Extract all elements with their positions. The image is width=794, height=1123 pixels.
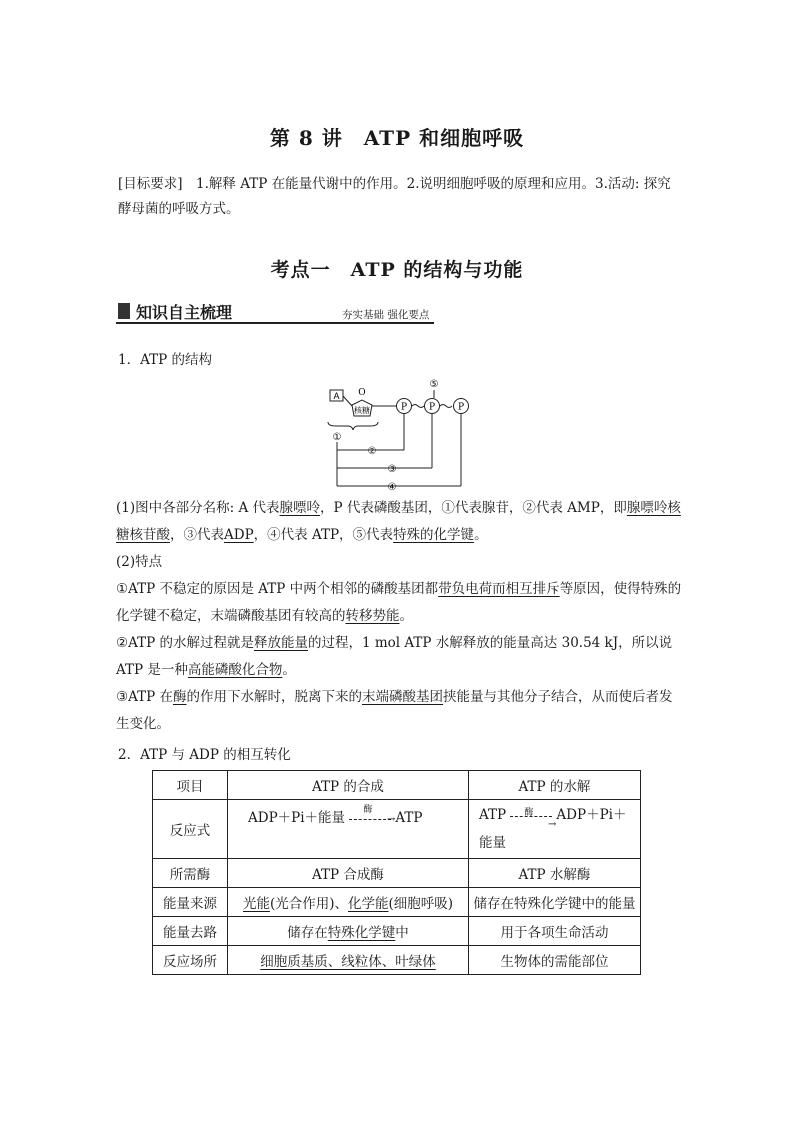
- label-4: ④: [387, 482, 397, 492]
- table-header-cell: 项目: [153, 771, 228, 800]
- text: 挟能量与其他分子结合，从而使后者发生变化。: [116, 689, 673, 732]
- row-label: 能量来源: [153, 888, 228, 917]
- answer-release-energy: 释放能量: [254, 635, 308, 651]
- row-label: 所需酶: [153, 859, 228, 888]
- answer-negative-charge: 带负电荷而相互排斥: [438, 581, 560, 597]
- bond-a-sugar: [343, 396, 352, 406]
- heading-atp-structure: 1．ATP 的结构: [118, 352, 212, 368]
- text: (1)图中各部分名称: A 代表: [116, 500, 280, 516]
- feature-1-paragraph: [116, 576, 682, 630]
- table-cell: 储存在特殊化学键中的能量: [469, 888, 641, 917]
- text: 。: [474, 527, 488, 543]
- hydrolysis-equation: [469, 800, 641, 859]
- ribose-label: 核糖: [354, 406, 370, 415]
- answer-special-bond: 特殊化学键: [327, 925, 396, 941]
- text: 等原因，使得特殊的化学键不稳定，末端磷酸基团有较高的: [116, 581, 682, 624]
- answer-sites: 细胞质基质、线粒体、叶绿体: [260, 954, 436, 970]
- banner-underline: [116, 322, 434, 324]
- reaction-arrow-icon: 酶 →: [510, 809, 556, 823]
- text: 的作用下水解时，脱离下来的: [186, 689, 362, 705]
- ring-oxygen-label: O: [358, 388, 366, 398]
- table-header-cell: ATP 的水解: [469, 771, 641, 800]
- section-banner: [116, 300, 434, 324]
- banner-subtitle: 夯实基础 强化要点: [342, 309, 430, 321]
- answer-terminal-phosphate: 末端磷酸基团: [362, 689, 443, 705]
- text: ，P 代表磷酸基团，①代表腺苷，②代表 AMP，即: [320, 500, 627, 516]
- synthesis-equation: [228, 800, 469, 859]
- atp-structure-diagram: [320, 374, 480, 492]
- feature-3-paragraph: [116, 684, 682, 738]
- brace-1: [328, 422, 378, 430]
- answer-adp: ADP: [224, 527, 254, 543]
- table-header-row: [153, 771, 641, 800]
- answer-amp: 腺嘌呤核糖核苷酸: [116, 500, 681, 543]
- text: 储存在: [287, 925, 328, 941]
- table-cell: 生物体的需能部位: [469, 946, 641, 975]
- row-label: 反应场所: [153, 946, 228, 975]
- goal-label: [目标要求]: [118, 176, 183, 192]
- high-energy-bond-2: [440, 405, 452, 408]
- text: 。: [399, 608, 413, 624]
- text: 。: [282, 662, 296, 678]
- table-cell: 用于各项生命活动: [469, 917, 641, 946]
- table-cell: ATP 水解酶: [469, 859, 641, 888]
- equation-right: ADP＋Pi＋能量: [479, 807, 627, 851]
- text: ，④代表 ATP，⑤代表: [253, 527, 394, 543]
- high-energy-bond-1: [412, 405, 424, 408]
- text: (光合作用)、: [269, 896, 348, 912]
- row-label: 能量去路: [153, 917, 228, 946]
- banner-title: 知识自主梳理: [136, 303, 233, 322]
- table-header-cell: ATP 的合成: [228, 771, 469, 800]
- text: ③ATP 在: [116, 689, 173, 705]
- goal-text: 1.解释 ATP 在能量代谢中的作用。2.说明细胞呼吸的原理和应用。3.活动: 探究酵母菌的呼吸方式。: [118, 176, 671, 217]
- text: ①ATP 不稳定的原因是 ATP 中两个相邻的磷酸基团都: [116, 581, 439, 597]
- phosphate-1-label: P: [400, 402, 408, 413]
- table-row: [153, 946, 641, 975]
- equation-right: ATP: [395, 810, 423, 826]
- table-cell: [228, 946, 469, 975]
- label-1: ①: [332, 432, 342, 443]
- features-heading: (2)特点: [116, 554, 163, 570]
- answer-light-energy: 光能: [242, 896, 270, 912]
- answer-chemical-energy: 化学能: [348, 896, 389, 912]
- label-2: ②: [367, 446, 377, 457]
- answer-enzyme: 酶: [173, 689, 187, 705]
- answer-phosphorylated-compound: 高能磷酸化合物: [187, 662, 283, 678]
- text: ②ATP 的水解过程就是: [116, 635, 254, 651]
- phosphate-2-label: P: [428, 402, 436, 413]
- table-cell: [228, 888, 469, 917]
- phosphate-3-label: P: [457, 402, 465, 413]
- table-row: [153, 917, 641, 946]
- table-row: [153, 859, 641, 888]
- table-cell: [228, 917, 469, 946]
- label-5: ⑤: [429, 379, 439, 390]
- answer-adenine: 腺嘌呤: [279, 500, 321, 516]
- table-row: [153, 800, 641, 859]
- equation-left: ATP: [479, 807, 507, 823]
- row-label: 反应式: [153, 800, 228, 859]
- feature-2-paragraph: [116, 630, 682, 684]
- heading-atp-adp-conversion: 2．ATP 与 ADP 的相互转化: [118, 747, 291, 763]
- label-3: ③: [387, 464, 397, 475]
- text: 的过程，1 mol ATP 水解释放的能量高达 30.54 kJ，所以说 ATP 是一种: [116, 635, 673, 678]
- answer-special-bond: 特殊的化学键: [393, 527, 475, 543]
- goal-paragraph: [118, 172, 680, 222]
- table-row: [153, 888, 641, 917]
- equation-left: ADP＋Pi＋能量: [248, 810, 346, 826]
- table-cell: ATP 合成酶: [228, 859, 469, 888]
- book-icon: [118, 303, 130, 319]
- adenine-label: A: [333, 391, 340, 401]
- text: 中: [395, 925, 409, 941]
- text: ，③代表: [170, 527, 224, 543]
- atp-adp-table: [152, 770, 641, 975]
- lecture-title: 第 8 讲 ATP 和细胞呼吸: [269, 126, 525, 150]
- answer-transfer-potential: 转移势能: [345, 608, 400, 624]
- section-title: 考点一 ATP 的结构与功能: [270, 259, 524, 281]
- structure-names-paragraph: [116, 495, 682, 549]
- enzyme-label: 酶: [363, 804, 373, 815]
- enzyme-label: 酶: [524, 807, 534, 818]
- text: (细胞呼吸): [388, 896, 454, 912]
- reaction-arrow-icon: 酶 →: [349, 812, 395, 826]
